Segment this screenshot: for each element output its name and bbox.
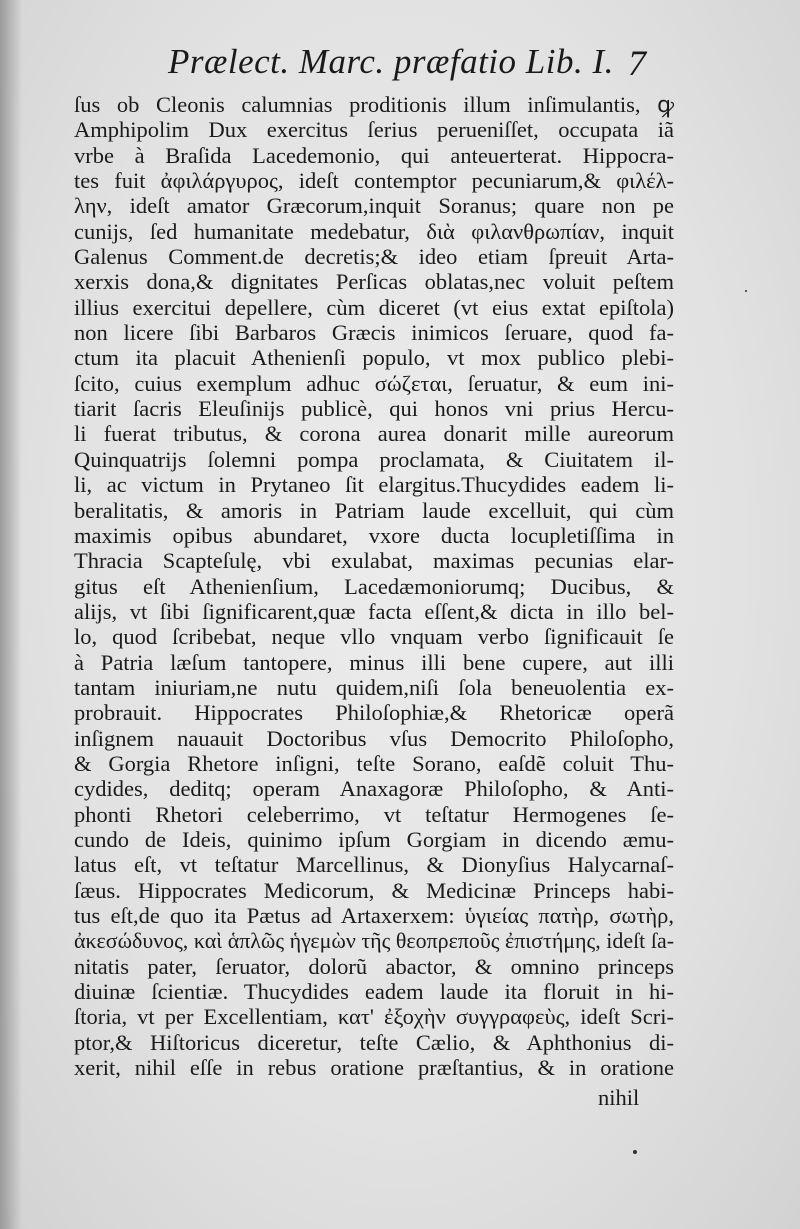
text-line: cundo de Ideis, quinimo ipſum Gorgiam in dicendo æmu- <box>74 826 674 852</box>
catchword: nihil <box>598 1085 640 1110</box>
ink-speck <box>745 290 747 292</box>
text-line: inſignem nauauit Doctoribus vſus Democrito Philoſopho, <box>74 725 674 751</box>
text-line: à Patria læſum tantopere, minus illi bene cupere, aut illi <box>74 649 674 675</box>
text-line: latus eſt, vt teſtatur Marcellinus, & Dionyſius Halycarnaſ- <box>74 852 674 878</box>
running-title: Prælect. Marc. præfatio Lib. I. <box>168 42 614 81</box>
text-line: vrbe à Braſida Lacedemonio, qui anteuerterat. Hippocra- <box>74 142 674 168</box>
text-line: cydides, deditq; operam Anaxagoræ Philoſopho, & Anti- <box>74 776 674 802</box>
text-line: non licere ſibi Barbaros Græcis inimicos ſeruare, quod fa- <box>74 320 674 346</box>
text-line: Galenus Comment.de decretis;& ideo etiam ſpreuit Arta- <box>74 244 674 270</box>
text-line: λην, ideſt amator Græcorum,inquit Soranus; quare non pe <box>74 193 674 219</box>
text-line: Quinquatrijs ſolemni pompa proclamata, & Ciuitatem il- <box>74 446 674 472</box>
ink-speck <box>633 1150 637 1154</box>
text-line: xerxis dona,& dignitates Perſicas oblatas,nec voluit peſtem <box>74 269 674 295</box>
text-line: ſtoria, vt per Excellentiam, κατ' ἐξοχὴν συγγραφεὺς, ideſt Scri- <box>74 1004 674 1030</box>
body-text <box>74 92 674 1080</box>
text-line: li, ac victum in Prytaneo ſit elargitus.Thucydides eadem li- <box>74 472 674 498</box>
text-line: tiarit ſacris Eleuſinijs publicè, qui honos vni prius Hercu- <box>74 396 674 422</box>
page-header <box>168 38 668 88</box>
text-line: tantam iniuriam,ne nutu quidem,niſi ſola beneuolentia ex- <box>74 674 674 700</box>
text-line: lo, quod ſcribebat, neque vllo vnquam verbo ſignificauit ſe <box>74 624 674 650</box>
text-line: nitatis pater, ſeruator, dolorũ abactor, & omnino princeps <box>74 953 674 979</box>
text-line: diuinæ ſcientiæ. Thucydides eadem laude ita floruit in hi- <box>74 979 674 1005</box>
text-line: Amphipolim Dux exercitus ſerius perueniſſet, occupata iã <box>74 117 674 143</box>
page-gutter-shadow <box>0 0 22 1229</box>
text-line: ptor,& Hiſtoricus diceretur, teſte Cælio, & Aphthonius di- <box>74 1029 674 1055</box>
text-line: ἀκεσώδυνος, καὶ ἁπλῶς ἡγεμὼν τῆς θεοπρεποῦς ἐπιστήμης, ideſt ſa- <box>74 928 674 954</box>
text-line: illius exercitui depellere, cùm diceret (vt eius extat epiſtola) <box>74 294 674 320</box>
text-line: gitus eſt Athenienſium, Lacedæmoniorumq; Ducibus, & <box>74 573 674 599</box>
text-line: maximis opibus abundaret, vxore ducta locupletiſſima in <box>74 522 674 548</box>
text-line: xerit, nihil eſſe in rebus oratione præſtantius, & in oratione <box>74 1055 674 1081</box>
text-line: & Gorgia Rhetore inſigni, teſte Sorano, eaſdẽ coluit Thu- <box>74 750 674 776</box>
text-line: li fuerat tributus, & corona aurea donarit mille aureorum <box>74 421 674 447</box>
text-line: tus eſt,de quo ita Pætus ad Artaxerxem: ὑγιείας πατὴρ, σωτὴρ, <box>74 903 674 928</box>
text-line: alijs, vt ſibi ſignificarent,quæ facta eſſent,& dicta in illo bel- <box>74 598 674 624</box>
text-line: tes fuit ἀφιλάργυρος, ideſt contemptor pecuniarum,& φιλέλ- <box>74 168 674 194</box>
page-number: 7 <box>628 43 646 83</box>
text-line: phonti Rhetori celeberrimo, vt teſtatur Hermogenes ſe- <box>74 801 674 827</box>
text-line: ctum ita placuit Athenienſi populo, vt mox publico plebi- <box>74 345 674 371</box>
text-line: probrauit. Hippocrates Philoſophiæ,& Rhetoricæ operã <box>74 700 674 726</box>
text-line: cunijs, ſed humanitate medebatur, διὰ φιλανθρωπίαν, inquit <box>74 218 674 244</box>
text-line: ſcito, cuius exemplum adhuc σώζεται, ſeruatur, & eum ini- <box>74 370 674 396</box>
text-line: ſæus. Hippocrates Medicorum, & Medicinæ Princeps habi- <box>74 877 674 903</box>
text-line: beralitatis, & amoris in Patriam laude excelluit, qui cùm <box>74 497 674 523</box>
text-line: Thracia Scapteſulę, vbi exulabat, maximas pecunias elar- <box>74 548 674 574</box>
text-line: ſus ob Cleonis calumnias proditionis illum inſimulantis, ꝙ <box>74 92 674 117</box>
